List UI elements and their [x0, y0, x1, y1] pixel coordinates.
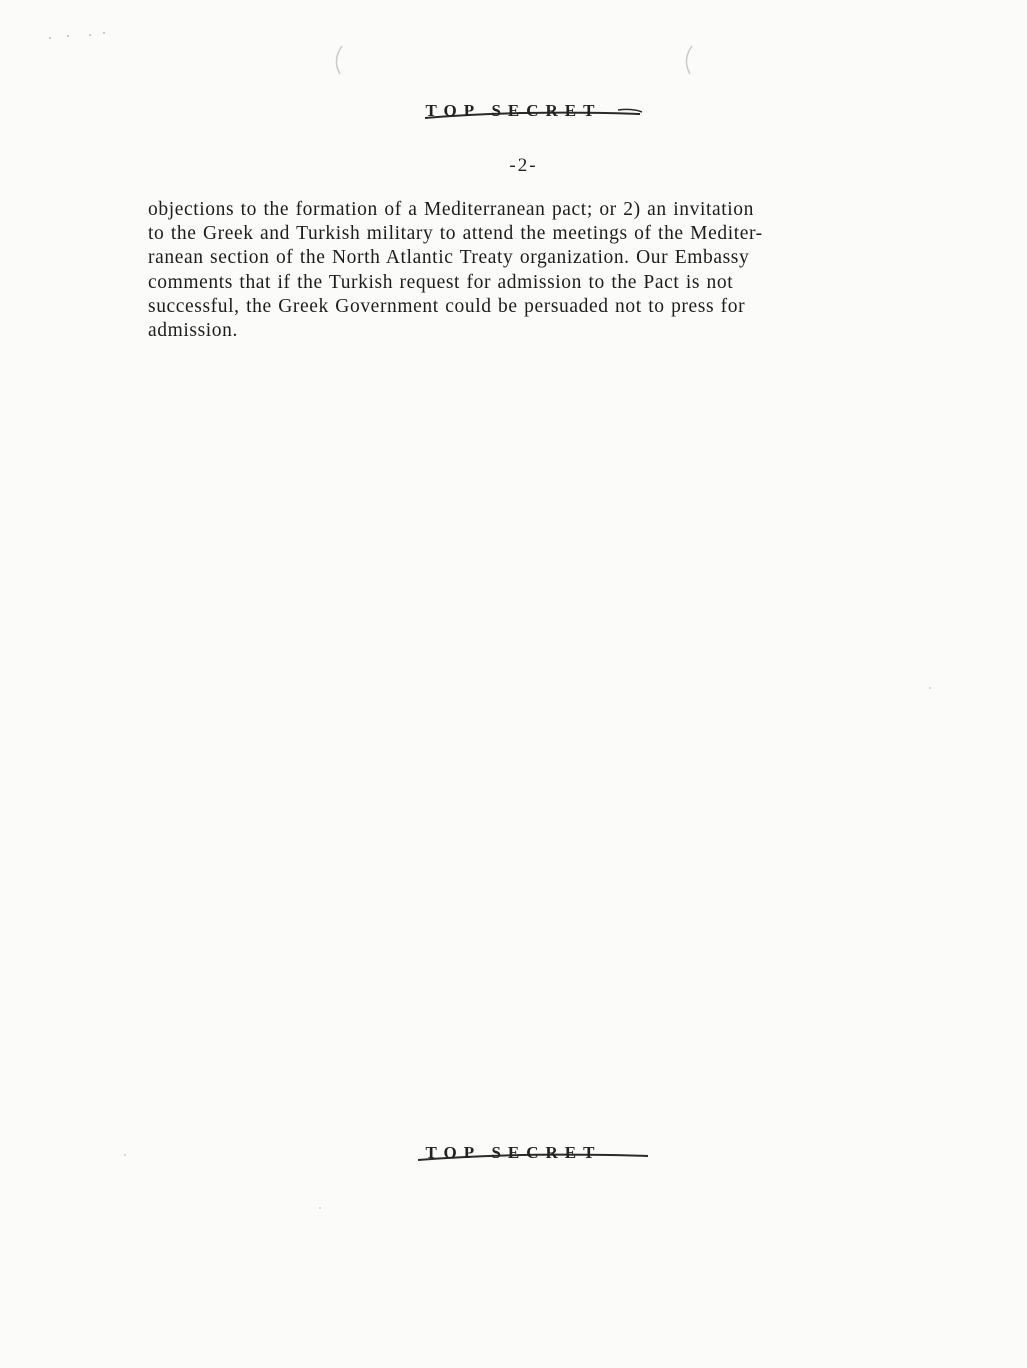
footer-classification: TOP SECRET — [425, 1143, 602, 1162]
punch-mark-left — [336, 46, 342, 74]
body-line: ranean section of the North Atlantic Treaty organization. Our Embassy — [148, 247, 750, 269]
body-line: to the Greek and Turkish military to attend the meetings of the Mediter- — [148, 223, 763, 245]
body-line: successful, the Greek Government could be persuaded not to press for — [148, 295, 746, 317]
speck — [89, 34, 91, 36]
body-paragraph — [148, 198, 923, 343]
speck — [67, 35, 69, 37]
page-number: -2- — [509, 155, 538, 176]
speck — [49, 37, 51, 39]
body-line: comments that if the Turkish request for admission to the Pact is not — [148, 271, 734, 293]
header-classification: TOP SECRET — [425, 101, 602, 120]
speck — [319, 1207, 321, 1209]
punch-mark-right — [686, 46, 692, 74]
body-line: objections to the formation of a Mediterranean pact; or 2) an invitation — [148, 199, 754, 220]
speck — [929, 687, 931, 689]
body-line: admission. — [148, 320, 238, 342]
speck — [103, 32, 105, 34]
